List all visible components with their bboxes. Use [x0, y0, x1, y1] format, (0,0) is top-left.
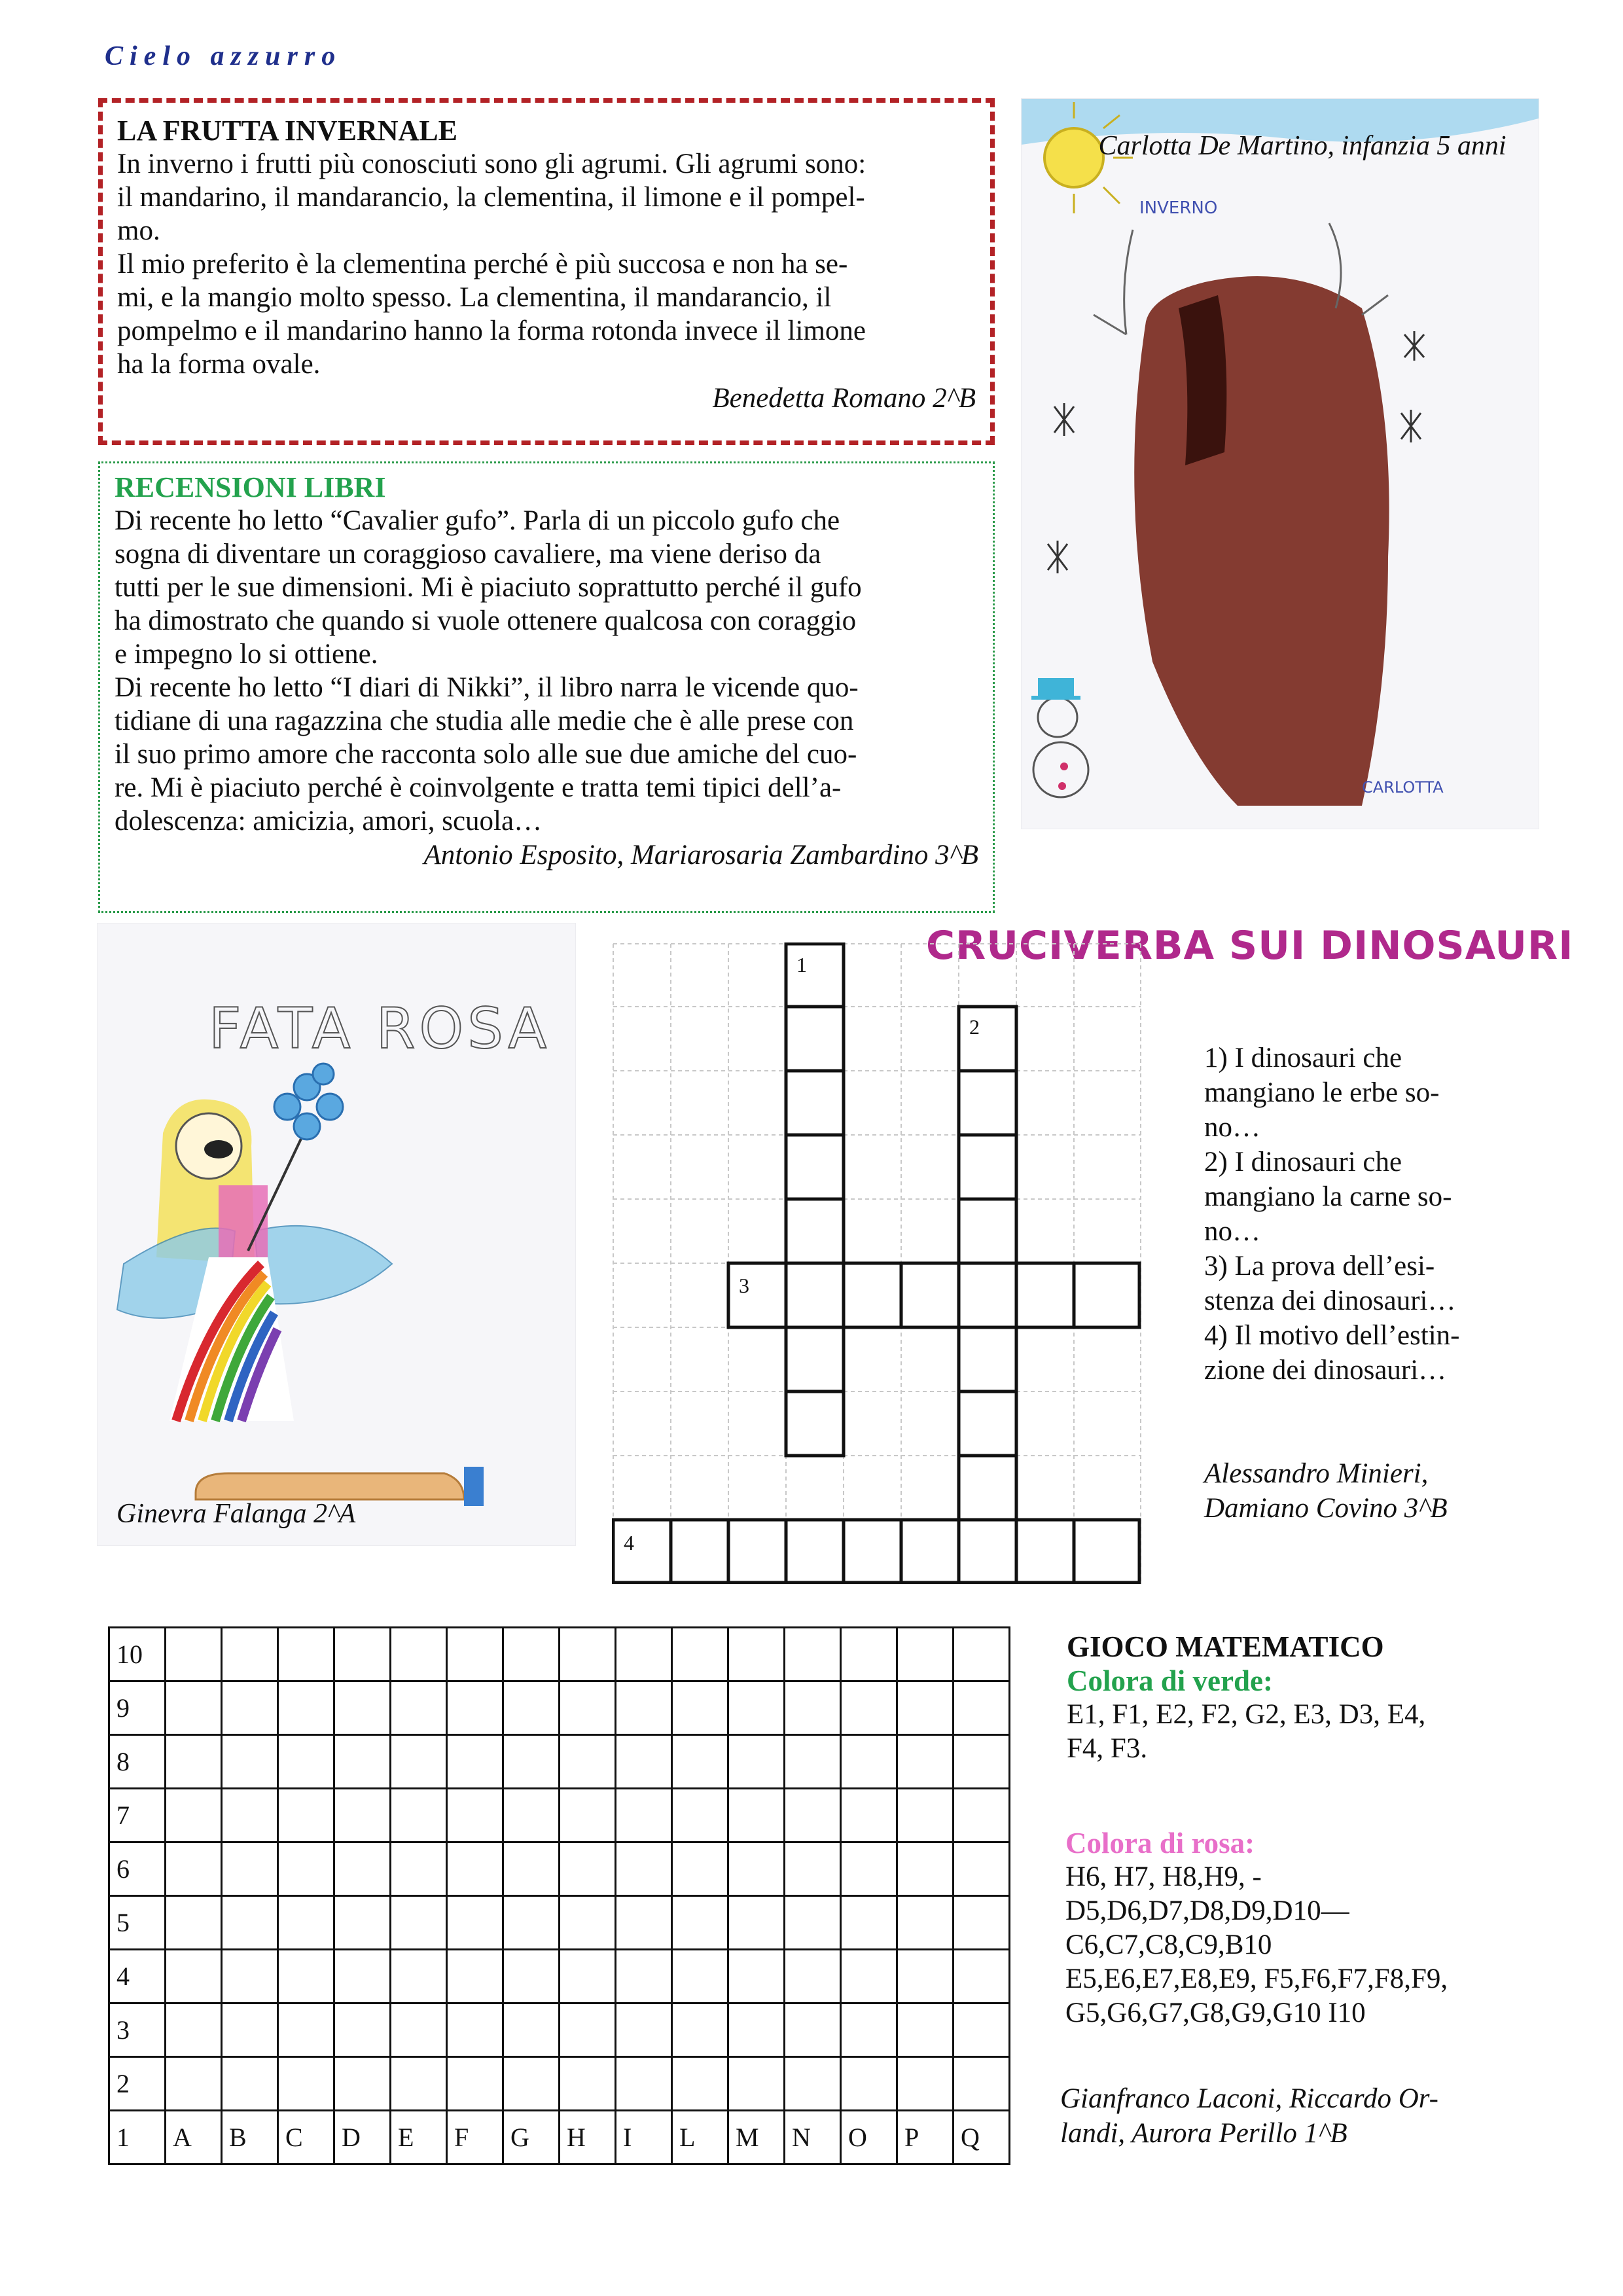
grid-cell [616, 2003, 672, 2057]
grid-cell [222, 1789, 278, 1842]
child-drawing-fairy [97, 923, 576, 1546]
grid-row-label: 1 [109, 2111, 166, 2164]
grid-cell [897, 1896, 954, 1950]
grid-row [109, 2003, 1010, 2057]
grid-cell [278, 1950, 334, 2003]
grid-cell [391, 2003, 447, 2057]
grid-cell [616, 1681, 672, 1735]
grid-cell [728, 2057, 785, 2111]
grid-cell [334, 1842, 391, 1896]
grid-cell [222, 1681, 278, 1735]
text-line: il suo primo amore che racconta solo alle sue due amiche del cuo- [115, 739, 857, 770]
grid-cell [222, 1628, 278, 1681]
grid-column-label: L [672, 2111, 728, 2164]
grid-row-label: 8 [109, 1735, 166, 1789]
grid-cell [503, 1842, 560, 1896]
cell-list-line: D5,D6,D7,D8,D9,D10— [1065, 1895, 1349, 1926]
grid-cell [785, 1681, 841, 1735]
winter-drawing-art [1022, 99, 1539, 829]
grid-cell [785, 1896, 841, 1950]
text-line: il mandarino, il mandarancio, la clementina, il limone e il pompel- [117, 182, 865, 213]
grid-cell [841, 1735, 897, 1789]
math-game-authors [1060, 2081, 1610, 2151]
recensioni-title: RECENSIONI LIBRI [115, 471, 386, 503]
frutta-invernale-box [98, 98, 995, 445]
grid-cell [785, 1789, 841, 1842]
recensioni-body [115, 504, 978, 838]
grid-cell [166, 1896, 222, 1950]
grid-cell [954, 2003, 1010, 2057]
grid-row [109, 1842, 1010, 1896]
grid-column-labels-row [109, 2111, 1010, 2164]
grid-cell [672, 1896, 728, 1950]
grid-cell [728, 1896, 785, 1950]
grid-cell [560, 1950, 616, 2003]
grid-column-label: I [616, 2111, 672, 2164]
grid-cell [672, 2057, 728, 2111]
grid-row [109, 1896, 1010, 1950]
text-line: tutti per le sue dimensioni. Mi è piaciuto soprattutto perché il gufo [115, 572, 862, 603]
text-line: In inverno i frutti più conosciuti sono gli agrumi. Gli agrumi sono: [117, 149, 866, 179]
clue-line: mangiano la carne so- [1204, 1181, 1452, 1212]
grid-cell [391, 2057, 447, 2111]
grid-cell [166, 2057, 222, 2111]
grid-cell [278, 2003, 334, 2057]
green-cells [1067, 1698, 1603, 1766]
grid-column-label: M [728, 2111, 785, 2164]
grid-cell [503, 1950, 560, 2003]
grid-cell [954, 1628, 1010, 1681]
grid-cell [841, 1950, 897, 2003]
grid-cell [447, 1628, 503, 1681]
grid-row [109, 1735, 1010, 1789]
grid-cell [503, 1896, 560, 1950]
grid-cell [897, 1789, 954, 1842]
cell-list-line: C6,C7,C8,C9,B10 [1065, 1929, 1272, 1960]
grid-column-label: N [785, 2111, 841, 2164]
text-line: dolescenza: amicizia, amori, scuola… [115, 806, 543, 836]
grid-cell [672, 1681, 728, 1735]
grid-cell [616, 1735, 672, 1789]
grid-row-label: 5 [109, 1896, 166, 1950]
grid-row-label: 10 [109, 1628, 166, 1681]
recensioni-box [98, 461, 995, 913]
crossword-number-4: 4 [624, 1531, 634, 1554]
crossword-number-1: 1 [796, 953, 807, 977]
grid-cell [785, 2057, 841, 2111]
grid-cell [222, 2003, 278, 2057]
grid-cell [954, 1681, 1010, 1735]
grid-cell [222, 1842, 278, 1896]
text-line: mo. [117, 215, 160, 246]
frutta-title: LA FRUTTA INVERNALE [117, 115, 457, 147]
grid-cell [503, 1735, 560, 1789]
author-line: landi, Aurora Perillo 1^B [1060, 2118, 1347, 2149]
math-game-instructions [1067, 1630, 1603, 1766]
grid-cell [560, 1842, 616, 1896]
grid-column-label: Q [954, 2111, 1010, 2164]
grid-cell [447, 1789, 503, 1842]
grid-cell [166, 2003, 222, 2057]
grid-cell [278, 1842, 334, 1896]
grid-cell [785, 1950, 841, 2003]
grid-cell [897, 1735, 954, 1789]
grid-cell [503, 2003, 560, 2057]
grid-cell [728, 1681, 785, 1735]
grid-row [109, 1950, 1010, 2003]
text-line: re. Mi è piaciuto perché è coinvolgente e tratta temi tipici dell’a- [115, 772, 842, 803]
grid-cell [334, 1735, 391, 1789]
grid-cell [616, 1789, 672, 1842]
grid-cell [334, 2003, 391, 2057]
grid-cell [166, 1681, 222, 1735]
grid-cell [897, 1628, 954, 1681]
author-line: Alessandro Minieri, [1204, 1458, 1429, 1489]
grid-column-label: B [222, 2111, 278, 2164]
grid-column-label: F [447, 2111, 503, 2164]
grid-cell [560, 1896, 616, 1950]
grid-cell [616, 2057, 672, 2111]
grid-cell [222, 1896, 278, 1950]
pink-instructions [1065, 1826, 1602, 2030]
grid-cell [278, 1681, 334, 1735]
grid-cell [447, 1681, 503, 1735]
grid-cell [785, 2003, 841, 2057]
grid-cell [334, 2057, 391, 2111]
grid-cell [278, 2057, 334, 2111]
author-line: Gianfranco Laconi, Riccardo Or- [1060, 2083, 1438, 2114]
grid-cell [222, 2057, 278, 2111]
grid-cell [728, 2003, 785, 2057]
grid-row [109, 1681, 1010, 1735]
fairy-drawing-art [98, 924, 575, 1545]
grid-cell [334, 1896, 391, 1950]
crossword-authors [1204, 1456, 1448, 1526]
grid-cell [503, 2057, 560, 2111]
clue-line: 3) La prova dell’esi- [1204, 1251, 1435, 1282]
text-line: Di recente ho letto “Cavalier gufo”. Parla di un piccolo gufo che [115, 505, 840, 536]
grid-cell [334, 1681, 391, 1735]
cell-list-line: E5,E6,E7,E8,E9, F5,F6,F7,F8,F9, [1065, 1964, 1448, 1994]
text-line: Di recente ho letto “I diari di Nikki”, il libro narra le vicende quo- [115, 672, 859, 703]
text-line: mi, e la mangio molto spesso. La clementina, il mandarancio, il [117, 282, 832, 313]
grid-cell [616, 1628, 672, 1681]
grid-cell [954, 2057, 1010, 2111]
grid-cell [672, 2003, 728, 2057]
grid-cell [672, 1950, 728, 2003]
grid-column-label: H [560, 2111, 616, 2164]
grid-cell [166, 1950, 222, 2003]
grid-cell [728, 1842, 785, 1896]
clue-line: zione dei dinosauri… [1204, 1355, 1447, 1386]
grid-cell [897, 1842, 954, 1896]
frutta-author: Benedetta Romano 2^B [712, 383, 976, 414]
grid-cell [897, 2057, 954, 2111]
grid-cell [841, 1842, 897, 1896]
grid-cell [897, 2003, 954, 2057]
grid-cell [841, 2057, 897, 2111]
text-line: tidiane di una ragazzina che studia alle medie che è alle prese con [115, 706, 854, 736]
grid-cell [560, 1681, 616, 1735]
grid-column-label: G [503, 2111, 560, 2164]
drawing1-caption: Carlotta De Martino, infanzia 5 anni [1098, 131, 1507, 161]
grid-row [109, 1789, 1010, 1842]
grid-cell [841, 1628, 897, 1681]
cell-list-line: E1, F1, E2, F2, G2, E3, D3, E4, [1067, 1699, 1426, 1730]
grid-cell [334, 1789, 391, 1842]
grid-column-label: E [391, 2111, 447, 2164]
grid-cell [503, 1789, 560, 1842]
grid-cell [672, 1842, 728, 1896]
grid-cell [447, 1896, 503, 1950]
grid-cell [785, 1628, 841, 1681]
grid-cell [672, 1789, 728, 1842]
grid-cell [897, 1950, 954, 2003]
grid-cell [278, 1789, 334, 1842]
grid-cell [954, 1950, 1010, 2003]
grid-cell [672, 1628, 728, 1681]
frutta-body [117, 147, 976, 381]
grid-column-label: D [334, 2111, 391, 2164]
text-line: ha dimostrato che quando si vuole ottenere qualcosa con coraggio [115, 605, 857, 636]
math-game-grid [108, 1626, 1010, 2165]
grid-column-label: C [278, 2111, 334, 2164]
clue-line: 4) Il motivo dell’estin- [1204, 1320, 1460, 1351]
grid-cell [560, 1735, 616, 1789]
grid-row-label: 2 [109, 2057, 166, 2111]
grid-cell [278, 1735, 334, 1789]
math-game-title: GIOCO MATEMATICO [1067, 1630, 1384, 1663]
grid-cell [672, 1735, 728, 1789]
grid-column-label: P [897, 2111, 954, 2164]
grid-row [109, 2057, 1010, 2111]
grid-cell [954, 1896, 1010, 1950]
drawing2-caption: Ginevra Falanga 2^A [116, 1499, 356, 1529]
grid-cell [391, 1950, 447, 2003]
crossword-number-3: 3 [739, 1274, 749, 1297]
clue-line: stenza dei dinosauri… [1204, 1285, 1456, 1316]
pink-label: Colora di rosa: [1065, 1827, 1255, 1859]
grid-cell [391, 1789, 447, 1842]
grid-row [109, 1628, 1010, 1681]
pink-cells [1065, 1860, 1602, 2030]
grid-cell [447, 1842, 503, 1896]
clue-line: mangiano le erbe so- [1204, 1077, 1440, 1108]
grid-cell [560, 1789, 616, 1842]
grid-column-label: O [841, 2111, 897, 2164]
clue-line: 2) I dinosauri che [1204, 1147, 1402, 1177]
drawing-label-inverno: INVERNO [1139, 198, 1218, 218]
crossword-number-2: 2 [969, 1015, 980, 1039]
grid-cell [391, 1735, 447, 1789]
grid-cell [334, 1950, 391, 2003]
grid-cell [166, 1842, 222, 1896]
grid-cell [728, 1628, 785, 1681]
grid-cell [222, 1950, 278, 2003]
grid-column-label: A [166, 2111, 222, 2164]
text-line: pompelmo e il mandarino hanno la forma rotonda invece il limone [117, 315, 866, 346]
grid-cell [616, 1896, 672, 1950]
clue-line: no… [1204, 1216, 1260, 1247]
grid-cell [954, 1842, 1010, 1896]
grid-cell [841, 2003, 897, 2057]
grid-cell [166, 1789, 222, 1842]
grid-cell [841, 1896, 897, 1950]
clue-line: no… [1204, 1112, 1260, 1143]
crossword-grid [612, 942, 1142, 1584]
newsletter-title: Cielo azzurro [105, 41, 342, 71]
crossword-clues [1204, 1041, 1531, 1388]
grid-cell [560, 2003, 616, 2057]
grid-cell [841, 1789, 897, 1842]
grid-cell [391, 1681, 447, 1735]
author-line: Damiano Covino 3^B [1204, 1493, 1448, 1524]
grid-cell [334, 1628, 391, 1681]
grid-cell [447, 2003, 503, 2057]
grid-cell [728, 1735, 785, 1789]
drawing-label-carlotta: CARLOTTA [1362, 778, 1444, 797]
grid-cell [166, 1628, 222, 1681]
drawing-label-fata-rosa: FATA ROSA [209, 996, 551, 1062]
grid-cell [897, 1681, 954, 1735]
text-line: Il mio preferito è la clementina perché è più succosa e non ha se- [117, 249, 848, 279]
cell-list-line: H6, H7, H8,H9, - [1065, 1861, 1262, 1892]
grid-cell [222, 1735, 278, 1789]
grid-row-label: 4 [109, 1950, 166, 2003]
grid-cell [954, 1735, 1010, 1789]
cell-list-line: F4, F3. [1067, 1733, 1148, 1764]
child-drawing-winter [1021, 98, 1539, 829]
text-line: sogna di diventare un coraggioso cavaliere, ma viene deriso da [115, 539, 821, 569]
grid-cell [391, 1842, 447, 1896]
grid-cell [166, 1735, 222, 1789]
grid-cell [728, 1950, 785, 2003]
grid-cell [278, 1896, 334, 1950]
green-label: Colora di verde: [1067, 1664, 1273, 1697]
grid-cell [503, 1681, 560, 1735]
grid-row-label: 6 [109, 1842, 166, 1896]
grid-cell [954, 1789, 1010, 1842]
grid-row-label: 9 [109, 1681, 166, 1735]
grid-cell [560, 2057, 616, 2111]
recensioni-author: Antonio Esposito, Mariarosaria Zambardino 3^B [423, 840, 978, 870]
text-line: ha la forma ovale. [117, 349, 321, 380]
grid-cell [728, 1789, 785, 1842]
grid-cell [785, 1842, 841, 1896]
text-line: e impegno lo si ottiene. [115, 639, 378, 670]
grid-cell [503, 1628, 560, 1681]
grid-cell [560, 1628, 616, 1681]
grid-row-label: 3 [109, 2003, 166, 2057]
grid-cell [447, 1735, 503, 1789]
grid-cell [447, 1950, 503, 2003]
grid-cell [785, 1735, 841, 1789]
grid-cell [447, 2057, 503, 2111]
grid-cell [616, 1950, 672, 2003]
grid-cell [841, 1681, 897, 1735]
grid-cell [616, 1842, 672, 1896]
cell-list-line: G5,G6,G7,G8,G9,G10 I10 [1065, 1998, 1366, 2028]
grid-row-label: 7 [109, 1789, 166, 1842]
grid-cell [391, 1896, 447, 1950]
grid-cell [391, 1628, 447, 1681]
clue-line: 1) I dinosauri che [1204, 1043, 1402, 1073]
grid-cell [278, 1628, 334, 1681]
crossword-title: CRUCIVERBA SUI DINOSAURI [926, 923, 1574, 969]
